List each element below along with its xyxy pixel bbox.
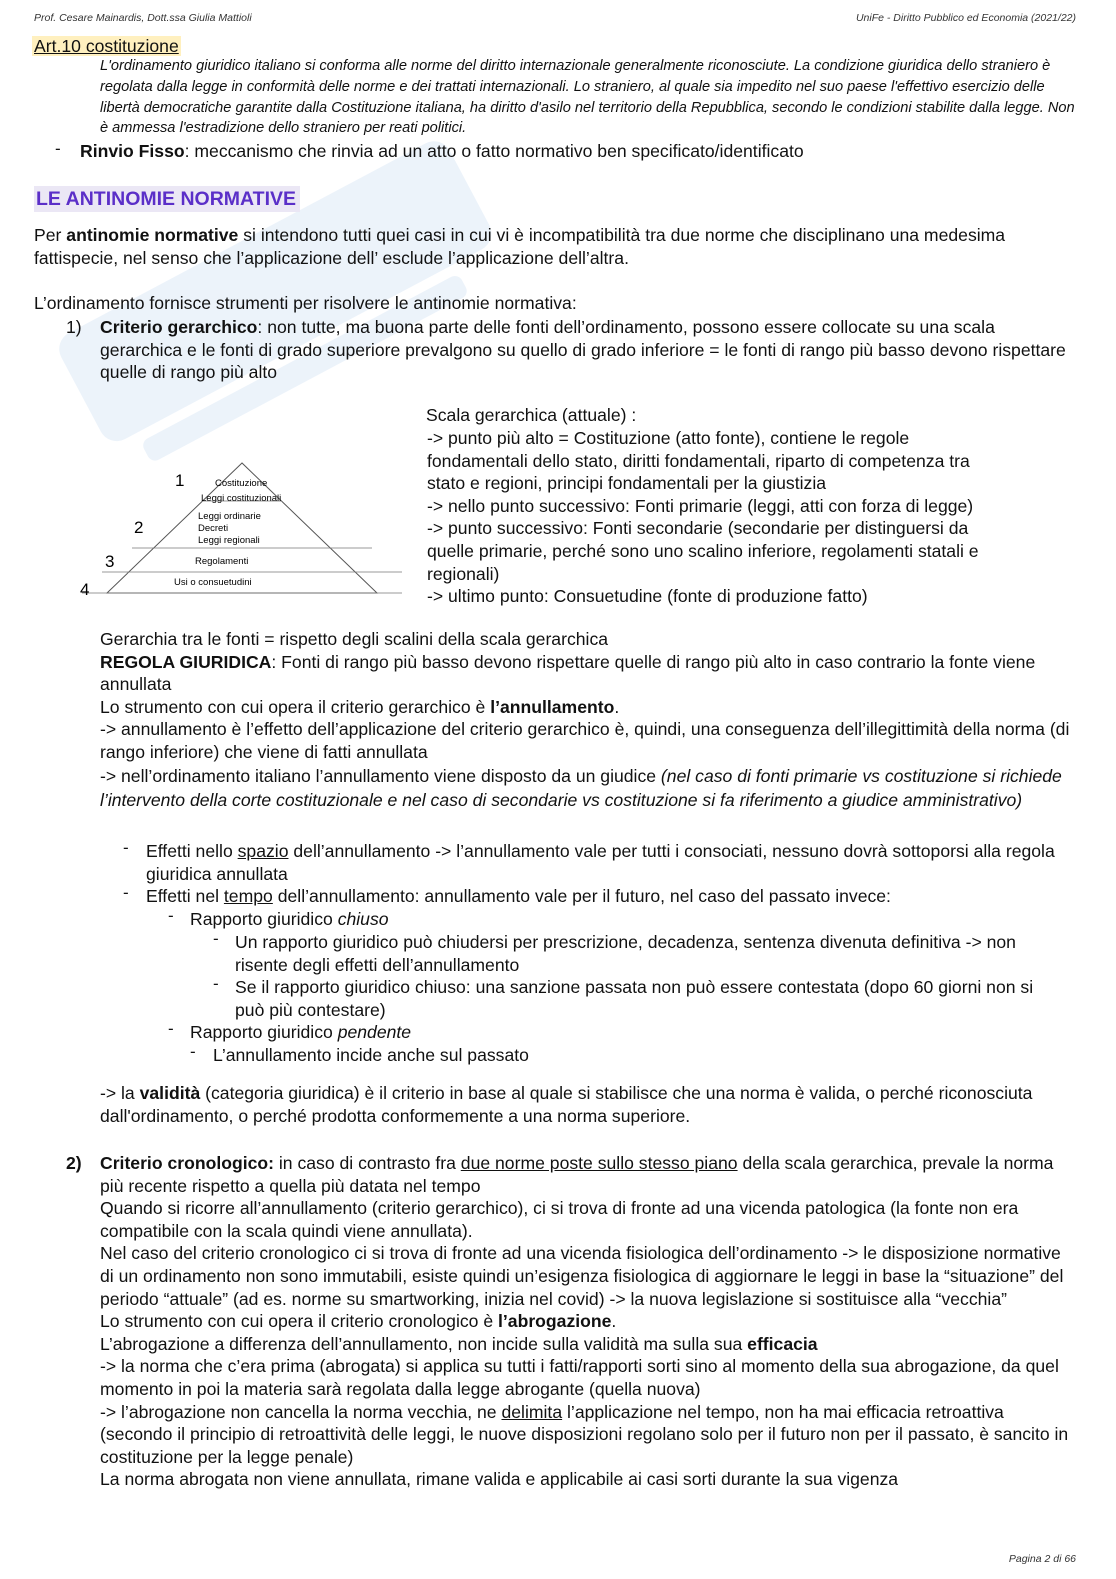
rinvio-fisso-item <box>80 140 1080 163</box>
crit2-underline: due norme poste sullo stesso piano <box>460 1153 738 1173</box>
bullet-dash: - <box>168 1019 174 1038</box>
pyramid-level-4: 4 <box>80 580 90 599</box>
crit1-text: : non tutte, ma buona parte delle fonti dell’ordinamento, possono essere collocate su una scala gerarchica e le fonti di grado superiore prevalgono su quello di grado inferiore = le fonti di rango più basso devono rispettare quelle di rango più alto <box>100 317 1066 383</box>
annullamento-arrow1: -> annullamento è l’effetto dell’applicazione del criterio gerarchico è, quindi, una conseguenza dell’illegittimità della norma (di rango inferiore) che viene di fatti annullata <box>100 719 1070 762</box>
strumento-prefix: Lo strumento con cui opera il criterio gerarchico è <box>100 696 491 717</box>
intro-paragraph <box>34 224 1074 269</box>
scala-line: quelle primarie, perché sono uno scalino inferiore, regolamenti statali e <box>427 540 979 561</box>
bullet-dash: - <box>55 139 61 158</box>
pendente-item-1: L’annullamento incide anche sul passato <box>213 1045 529 1065</box>
annullamento-arrow2 <box>100 764 1080 812</box>
crit2-block <box>100 1152 1075 1491</box>
art10-title <box>32 35 181 58</box>
gerarchia-block <box>100 628 1080 812</box>
regola-term: REGOLA GIURIDICA <box>100 651 272 672</box>
validita-paragraph <box>100 1082 1075 1127</box>
p4-term: efficacia <box>747 1333 818 1354</box>
gerarchia-line1: Gerarchia tra le fonti = rispetto degli scalini della scala gerarchica <box>100 629 609 649</box>
arrow2-plain: -> nell’ordinamento italiano l’annullamento viene disposto da un giudice <box>100 765 661 786</box>
pyramid-label-leggi-regionali: Leggi regionali <box>198 535 260 546</box>
effetti-tempo-post: dell’annullamento: annullamento vale per il futuro, nel caso del passato invece: <box>272 886 891 906</box>
chiuso-item-2: Se il rapporto giuridico chiuso: una sanzione passata non può essere contestata (dopo 60 giorni non si può più contestare) <box>235 977 1034 1020</box>
strumento-line <box>100 696 1080 719</box>
crit2-p1: Quando si ricorre all’annullamento (criterio gerarchico), ci si trova di fronte ad una vicenda patologica (la fonte non era compatibile con la scala quindi viene annullata). <box>100 1198 1019 1241</box>
bullet-dash: - <box>213 929 219 948</box>
p3-post: . <box>611 1311 617 1332</box>
pyramid-label-costituzione: Costituzione <box>215 478 268 489</box>
regola-giuridica <box>100 651 1080 696</box>
crit2-term: Criterio cronologico: <box>100 1153 274 1173</box>
p6-underline: delimita <box>501 1401 563 1422</box>
scala-line: regionali) <box>427 563 500 584</box>
effetti-spazio-pre: Effetti nello <box>146 841 238 861</box>
crit2-pre: in caso di contrasto fra <box>274 1153 461 1173</box>
strumento-suffix: . <box>614 696 620 717</box>
rapporto-pendente <box>190 1021 411 1044</box>
bullet-dash: - <box>213 974 219 993</box>
scala-line: -> punto più alto = Costituzione (atto fonte), contiene le regole <box>427 428 910 448</box>
crit1-paragraph <box>100 316 1075 384</box>
hierarchy-pyramid <box>72 455 412 605</box>
crit2-p6 <box>100 1401 1075 1469</box>
pyramid-label-leggi-costituzionali: Leggi costituzionali <box>201 493 282 504</box>
page-number: Pagina 2 di 66 <box>1008 1553 1076 1565</box>
pyramid-level-3: 3 <box>105 552 115 571</box>
crit2-p7: La norma abrogata non viene annullata, rimane valida e applicabile ai casi sorti durante la sua vigenza <box>100 1469 899 1490</box>
intro-text: si intendono tutti quei casi in cui vi è incompatibilità tra due norme che disciplinano una medesima fattispecie, nel senso che l’applicazione dell’ esclude l’applicazione dell’altra. <box>34 225 1006 268</box>
crit2-p2: Nel caso del criterio cronologico ci si trova di fronte ad una vicenda fisiologica dell’ordinamento -> le disposizione normative di un ordinamento non sono immutabili, esiste quindi un’esigenza fisiologica di aggiornare le leggi in base la “situazione” del periodo “attuale” (ad es. norme su smartworking, inizia nel covid) -> la nuova legislazione si sostituisce alla “vecchia” <box>100 1243 1064 1309</box>
p6-pre: -> l’abrogazione non cancella la norma vecchia, ne <box>100 1401 502 1422</box>
effetti-tempo-u: tempo <box>223 886 273 906</box>
p3-pre: Lo strumento con cui opera il criterio cronologico è <box>100 1311 499 1332</box>
crit2-p4 <box>100 1333 1075 1356</box>
intro-term: antinomie normative <box>66 225 239 245</box>
header-course: UniFe - Diritto Pubblico ed Economia (2021/22) <box>855 12 1076 24</box>
rapporto-chiuso <box>190 908 389 931</box>
pyramid-level-2: 2 <box>134 518 144 537</box>
validita-term: validità <box>139 1083 201 1103</box>
bullet-dash: - <box>123 883 129 902</box>
crit2-definition <box>100 1152 1075 1197</box>
bullet-dash: - <box>123 838 129 857</box>
intro-prefix: Per <box>34 225 67 245</box>
chiuso-pre: Rapporto giuridico <box>190 909 338 929</box>
pyramid-label-usi: Usi o consuetudini <box>174 577 252 588</box>
tools-line: L’ordinamento fornisce strumenti per risolvere le antinomie normativa: <box>34 293 577 313</box>
scala-line: -> nello punto successivo: Fonti primarie (leggi, atti con forza di legge) <box>427 495 974 516</box>
scala-line: -> punto successivo: Fonti secondarie (secondarie per distinguersi da <box>427 518 969 539</box>
scala-title: Scala gerarchica (attuale) : <box>426 405 637 425</box>
scala-line: -> ultimo punto: Consuetudine (fonte di produzione fatto) <box>427 586 868 607</box>
art10-quote: L'ordinamento giuridico italiano si conforma alle norme del diritto internazionale generalmente riconosciute. La condizione giuridica dello straniero è regolata dalla legge in conformità delle norme e dei trattati internazionali. Lo straniero, al quale sia impedito nel suo paese l'effettivo esercizio delle libertà democratiche garantite dalla Costituzione italiana, ha diritto d'asilo nel territorio della Repubblica, secondo le condizioni stabilite dalla legge. Non è ammessa l'estradizione dello straniero per reati politici. <box>100 58 1075 137</box>
crit2-number: 2) <box>66 1153 82 1173</box>
pyramid-label-leggi-ordinarie: Leggi ordinarie <box>198 511 261 522</box>
crit2-p3 <box>100 1310 1075 1333</box>
effetti-tempo <box>146 885 1076 908</box>
effetti-spazio-post: dell’annullamento -> l’annullamento vale per tutti i consociati, nessuno dovrà sottoporsi alla regola giuridica annullata <box>146 841 1055 884</box>
rinvio-text: : meccanismo che rinvia ad un atto o fatto normativo ben specificato/identificato <box>184 141 804 161</box>
effetti-spazio-u: spazio <box>237 841 289 861</box>
chiuso-item-1: Un rapporto giuridico può chiudersi per prescrizione, decadenza, sentenza divenuta definitiva -> non risente degli effetti dell’annullamento <box>235 932 1016 975</box>
crit2-p5: -> la norma che c’era prima (abrogata) si applica su tutti i fatti/rapporti sorti sino al momento della sua abrogazione, da quel momento in poi la materia sarà regolata dalla legge abrogante (quella nuova) <box>100 1356 1059 1399</box>
effetti-tempo-pre: Effetti nel <box>146 886 224 906</box>
header-authors: Prof. Cesare Mainardis, Dott.ssa Giulia Mattioli <box>34 12 252 24</box>
crit1-number: 1) <box>66 317 82 337</box>
scala-lines <box>427 427 1087 608</box>
p6-post: l’applicazione nel tempo, non ha mai efficacia retroattiva (secondo il principio di retroattività delle leggi, le nuove disposizioni regolano solo per il futuro non per il passato, è sancito in costituzione per la legge penale) <box>100 1401 1069 1467</box>
p3-term: l’abrogazione <box>498 1311 612 1332</box>
effetti-spazio <box>146 840 1076 885</box>
chiuso-it: chiuso <box>337 909 389 929</box>
pyramid-label-decreti: Decreti <box>198 523 229 534</box>
arrow2-italic: (nel caso di fonti primarie vs costituzione si richiede l’intervento della corte costituzionale e nel caso di secondarie vs costituzione si fa riferimento a giudice amministrativo) <box>100 765 1062 810</box>
section-title: LE ANTINOMIE NORMATIVE <box>34 186 300 212</box>
bullet-dash: - <box>190 1042 196 1061</box>
scala-line: stato e regioni, principi fondamentali per la giustizia <box>427 473 827 494</box>
crit2-post: della scala gerarchica, prevale la norma più recente rispetto a quella più datata nel tempo <box>100 1153 1054 1196</box>
pyramid-label-regolamenti: Regolamenti <box>195 556 249 567</box>
crit1-term: Criterio gerarchico <box>100 317 258 337</box>
pendente-it: pendente <box>337 1022 412 1042</box>
scala-line: fondamentali dello stato, diritti fondamentali, riparto di competenza tra <box>427 450 970 471</box>
pendente-pre: Rapporto giuridico <box>190 1022 338 1042</box>
strumento-term: l’annullamento <box>490 696 615 717</box>
pyramid-level-1: 1 <box>175 471 185 490</box>
art10-title-text: Art.10 costituzione <box>34 36 179 56</box>
regola-text: : Fonti di rango più basso devono rispettare quelle di rango più alto in caso contrario la fonte viene annullata <box>100 651 1036 695</box>
p4-pre: L’abrogazione a differenza dell’annullamento, non incide sulla validità ma sulla sua <box>100 1333 748 1354</box>
rinvio-term: Rinvio Fisso <box>80 141 185 161</box>
validita-post: (categoria giuridica) è il criterio in base al quale si stabilisce che una norma è valida, o perché riconosciuta dall'ordinamento, o perché prodotta conformemente a una norma superiore. <box>100 1083 1033 1126</box>
bullet-dash: - <box>168 906 174 925</box>
validita-pre: -> la <box>100 1083 140 1103</box>
